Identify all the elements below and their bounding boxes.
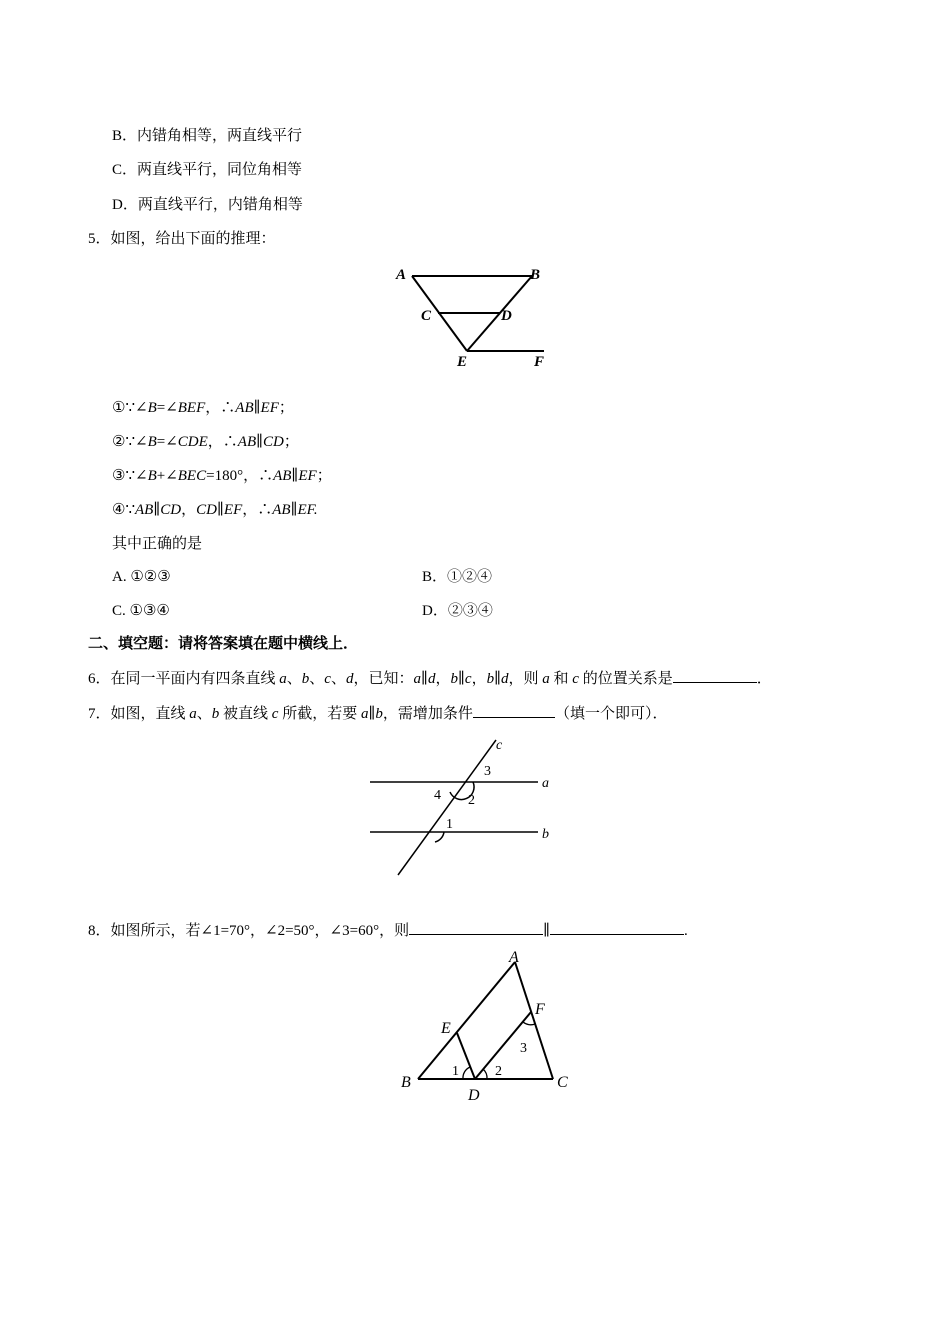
- q5-ask: 其中正确的是: [112, 536, 203, 552]
- q5-option-d: D．②③④: [422, 603, 493, 619]
- q5-figure: [392, 262, 562, 372]
- label-f: F: [535, 1001, 545, 1018]
- angle-label-2: 2: [468, 793, 475, 808]
- q8-figure: [398, 948, 578, 1108]
- segment-ac: [515, 962, 553, 1079]
- q7-text: 7．如图，直线 a、b 被直线 c 所截，若要 a∥b，需增加条件 （填一个即可）．: [88, 703, 667, 724]
- q6-answer-blank[interactable]: [673, 668, 757, 683]
- angle-label-3: 3: [520, 1041, 527, 1056]
- segment-ab: [418, 962, 515, 1079]
- q7-answer-blank[interactable]: [473, 703, 555, 718]
- q5-reasoning-3: ③∵∠B+∠BEC=180°，∴AB∥EF；: [112, 468, 332, 484]
- label-a: a: [542, 776, 549, 791]
- label-b: B: [401, 1074, 411, 1091]
- q5-reasoning-1: ①∵∠B=∠BEF，∴AB∥EF；: [112, 400, 294, 416]
- angle-label-1: 1: [446, 817, 453, 832]
- label-c: C: [421, 308, 432, 324]
- q4-option-c: C．两直线平行，同位角相等: [112, 162, 303, 178]
- line-c: [398, 740, 496, 875]
- angle-arc-1: [463, 1067, 470, 1079]
- q8-answer-blank-1[interactable]: [409, 920, 543, 935]
- angle-label-4: 4: [434, 788, 441, 803]
- q5-option-c: C. ①③④: [112, 603, 170, 619]
- q6-text: 6．在同一平面内有四条直线 a、b、c、d，已知：a∥d，b∥c，b∥d，则 a 和 c 的位置关系是 ．: [88, 668, 772, 689]
- label-c: C: [557, 1074, 568, 1091]
- q8-answer-blank-2[interactable]: [550, 920, 684, 935]
- q5-reasoning-2: ②∵∠B=∠CDE，∴AB∥CD；: [112, 434, 299, 450]
- angle-label-1: 1: [452, 1064, 459, 1079]
- label-e: E: [441, 1020, 451, 1037]
- label-b: B: [530, 267, 541, 283]
- q5-option-a: A. ①②③: [112, 569, 171, 585]
- label-a: A: [396, 267, 407, 283]
- label-f: F: [534, 354, 545, 370]
- label-a: A: [509, 949, 519, 966]
- section-2-heading: 二、填空题：请将答案填在题中横线上．: [88, 636, 359, 652]
- angle-arc-1: [435, 832, 444, 842]
- label-d: D: [501, 308, 512, 324]
- label-d: D: [468, 1087, 480, 1104]
- label-e: E: [457, 354, 468, 370]
- q5-stem: 5．如图，给出下面的推理：: [88, 231, 276, 247]
- angle-label-3: 3: [484, 764, 491, 779]
- angle-arc-3: [523, 1022, 535, 1025]
- segment-de: [457, 1033, 475, 1079]
- q5-option-b: B．①②④: [422, 569, 493, 585]
- q4-option-d: D．两直线平行，内错角相等: [112, 197, 303, 213]
- q8-text: 8．如图所示，若∠1=70°，∠2=50°，∠3=60°，则 ∥ .: [88, 920, 688, 941]
- angle-arc-2: [483, 1069, 487, 1079]
- q7-figure: [366, 735, 566, 880]
- angle-label-2: 2: [495, 1064, 502, 1079]
- label-b: b: [542, 827, 549, 842]
- label-c: c: [496, 738, 503, 753]
- q5-reasoning-4: ④∵AB∥CD，CD∥EF，∴AB∥EF.: [112, 502, 318, 518]
- q4-option-b: B．内错角相等，两直线平行: [112, 128, 303, 144]
